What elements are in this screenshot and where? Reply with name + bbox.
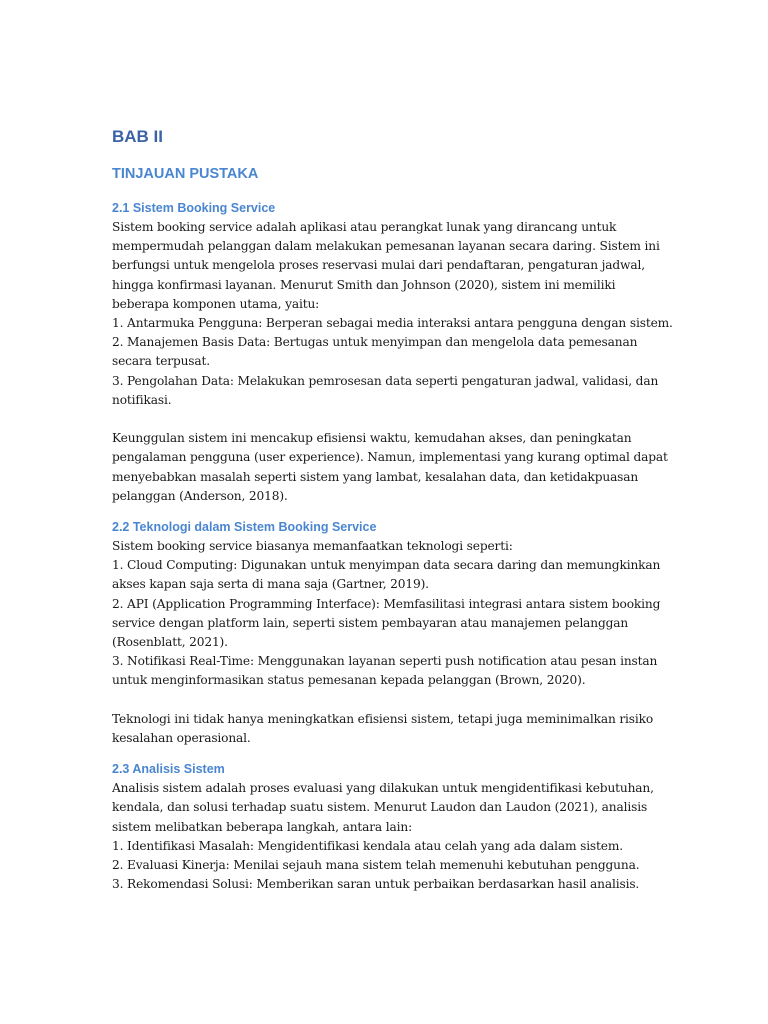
- text-line: Sistem booking service adalah aplikasi atau perangkat lunak yang dirancang untuk: [112, 220, 617, 234]
- text-line: untuk menginformasikan status pemesanan kepada pelanggan (Brown, 2020).: [112, 673, 586, 688]
- section-2-3-paragraph-1: [112, 779, 657, 894]
- list-item: 1. Cloud Computing: Digunakan untuk menyimpan data secara daring dan memungkinkan: [112, 558, 661, 573]
- chapter-label: BAB II: [112, 127, 163, 146]
- list-item: 2. API (Application Programming Interface): Memfasilitasi integrasi antara sistem booking: [112, 596, 661, 611]
- text-line: kesalahan operasional.: [112, 731, 251, 746]
- list-item: 1. Identifikasi Masalah: Mengidentifikasi kendala atau celah yang ada dalam sistem.: [112, 838, 623, 853]
- text-line: kendala, dan solusi terhadap suatu sistem. Menurut Laudon dan Laudon (2021), analisis: [112, 800, 648, 815]
- text-line: pengalaman pengguna (user experience). Namun, implementasi yang kurang optimal dapat: [112, 450, 668, 465]
- paragraph-spacer: [112, 691, 657, 710]
- text-line: berfungsi untuk mengelola proses reservasi mulai dari pendaftaran, pengaturan jadwal,: [112, 258, 645, 273]
- section-2-1-paragraph-2: [112, 429, 668, 506]
- section-heading-2-1: 2.1 Sistem Booking Service: [112, 201, 276, 215]
- text-line: menyebabkan masalah seperti sistem yang lambat, kesalahan data, dan ketidakpuasan: [112, 469, 639, 484]
- list-item: 1. Antarmuka Pengguna: Berperan sebagai media interaksi antara pengguna dengan sistem.: [112, 316, 673, 331]
- text-line: hingga konfirmasi layanan. Menurut Smith dan Johnson (2020), sistem ini memiliki: [112, 277, 616, 292]
- text-line: Analisis sistem adalah proses evaluasi yang dilakukan untuk mengidentifikasi kebutuhan,: [112, 781, 654, 796]
- text-line: Teknologi ini tidak hanya meningkatkan efisiensi sistem, tetapi juga meminimalkan risiko: [112, 711, 654, 726]
- text-line: service dengan platform lain, seperti sistem pembayaran atau manajemen pelanggan: [112, 615, 629, 630]
- chapter-title: TINJAUAN PUSTAKA: [112, 166, 259, 182]
- text-line: mempermudah pelanggan dalam melakukan pemesanan layanan secara daring. Sistem ini: [112, 239, 660, 254]
- section-2-1-paragraph-1: [112, 218, 673, 410]
- list-item: 3. Pengolahan Data: Melakukan pemrosesan data seperti pengaturan jadwal, validasi, dan: [112, 373, 659, 388]
- list-item: 3. Rekomendasi Solusi: Memberikan saran untuk perbaikan berdasarkan hasil analisis.: [112, 877, 640, 892]
- list-item: 2. Evaluasi Kinerja: Menilai sejauh mana sistem telah memenuhi kebutuhan pengguna.: [112, 858, 640, 873]
- section-heading-2-2: 2.2 Teknologi dalam Sistem Booking Service: [112, 520, 377, 535]
- text-line: sistem melibatkan beberapa langkah, antara lain:: [112, 819, 413, 834]
- text-line: Sistem booking service biasanya memanfaatkan teknologi seperti:: [112, 539, 513, 554]
- list-item: 2. Manajemen Basis Data: Bertugas untuk menyimpan dan mengelola data pemesanan: [112, 335, 638, 350]
- section-2-2-paragraph-1: [112, 537, 661, 691]
- section-2-2-paragraph-2: [112, 710, 657, 748]
- section-heading-2-3: 2.3 Analisis Sistem: [112, 762, 225, 777]
- paragraph-spacer: [112, 410, 657, 429]
- list-item: 3. Notifikasi Real-Time: Menggunakan layanan seperti push notification atau pesan instan: [112, 654, 658, 669]
- text-line: beberapa komponen utama, yaitu:: [112, 296, 320, 311]
- text-line: akses kapan saja serta di mana saja (Gartner, 2019).: [112, 577, 429, 592]
- text-line: (Rosenblatt, 2021).: [112, 635, 228, 650]
- text-line: pelanggan (Anderson, 2018).: [112, 488, 288, 503]
- text-line: secara terpusat.: [112, 354, 211, 369]
- document-content: [112, 126, 673, 894]
- text-line: notifikasi.: [112, 392, 172, 407]
- text-line: Keunggulan sistem ini mencakup efisiensi waktu, kemudahan akses, dan peningkatan: [112, 431, 632, 446]
